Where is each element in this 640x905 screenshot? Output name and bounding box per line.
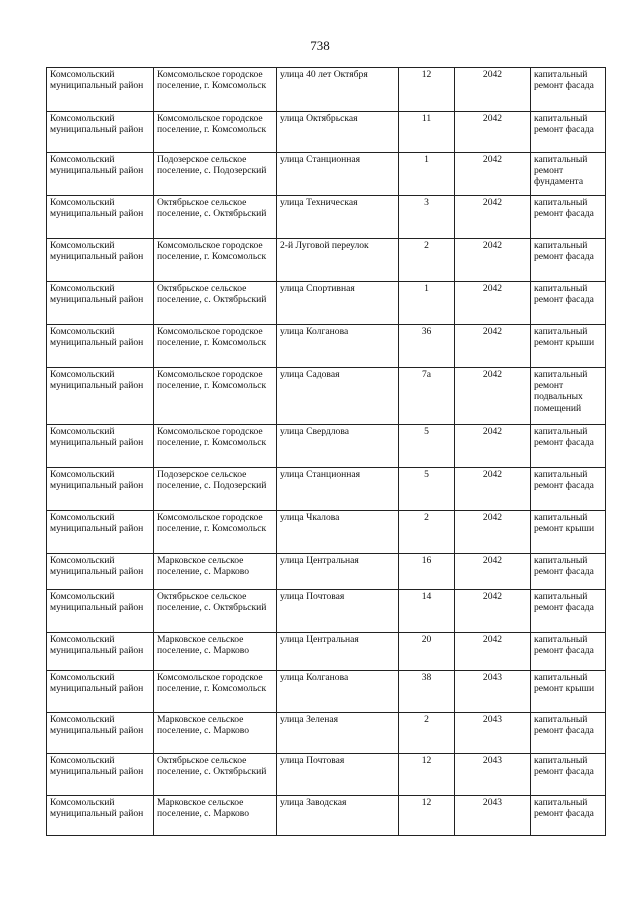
table-row bbox=[47, 425, 606, 468]
year-cell: 2042 bbox=[455, 325, 531, 368]
settlement-cell: Комсомольское городское поселение, г. Комсомольск bbox=[154, 239, 277, 282]
work-type-cell: капитальный ремонт подвальных помещений bbox=[531, 368, 606, 425]
table-row bbox=[47, 325, 606, 368]
house-number-cell: 12 bbox=[399, 796, 455, 836]
house-number-cell: 14 bbox=[399, 590, 455, 633]
table-row bbox=[47, 468, 606, 511]
district-cell: Комсомольский муниципальный район bbox=[47, 754, 154, 796]
house-number-cell: 1 bbox=[399, 282, 455, 325]
house-number-cell: 5 bbox=[399, 425, 455, 468]
page-number: 738 bbox=[310, 38, 330, 53]
year-cell: 2042 bbox=[455, 68, 531, 112]
table-row bbox=[47, 511, 606, 554]
table-row bbox=[47, 671, 606, 713]
district-cell: Комсомольский муниципальный район bbox=[47, 325, 154, 368]
table-row bbox=[47, 754, 606, 796]
street-cell: улица Техническая bbox=[277, 196, 399, 239]
settlement-cell: Комсомольское городское поселение, г. Комсомольск bbox=[154, 325, 277, 368]
street-cell: улица Зеленая bbox=[277, 713, 399, 754]
house-number-cell: 5 bbox=[399, 468, 455, 511]
street-cell: улица Чкалова bbox=[277, 511, 399, 554]
table-body bbox=[47, 68, 606, 836]
work-type-cell: капитальный ремонт крыши bbox=[531, 671, 606, 713]
street-cell: улица Центральная bbox=[277, 633, 399, 671]
table-row bbox=[47, 239, 606, 282]
house-number-cell: 36 bbox=[399, 325, 455, 368]
settlement-cell: Комсомольское городское поселение, г. Комсомольск bbox=[154, 511, 277, 554]
district-cell: Комсомольский муниципальный район bbox=[47, 153, 154, 196]
work-type-cell: капитальный ремонт фасада bbox=[531, 754, 606, 796]
street-cell: улица 40 лет Октября bbox=[277, 68, 399, 112]
district-cell: Комсомольский муниципальный район bbox=[47, 112, 154, 153]
district-cell: Комсомольский муниципальный район bbox=[47, 425, 154, 468]
table-row bbox=[47, 796, 606, 836]
district-cell: Комсомольский муниципальный район bbox=[47, 282, 154, 325]
house-number-cell: 7а bbox=[399, 368, 455, 425]
street-cell: 2-й Луговой переулок bbox=[277, 239, 399, 282]
settlement-cell: Комсомольское городское поселение, г. Комсомольск bbox=[154, 68, 277, 112]
work-type-cell: капитальный ремонт фасада bbox=[531, 68, 606, 112]
house-number-cell: 2 bbox=[399, 239, 455, 282]
district-cell: Комсомольский муниципальный район bbox=[47, 239, 154, 282]
district-cell: Комсомольский муниципальный район bbox=[47, 633, 154, 671]
settlement-cell: Марковское сельское поселение, с. Марково bbox=[154, 633, 277, 671]
year-cell: 2042 bbox=[455, 368, 531, 425]
year-cell: 2042 bbox=[455, 468, 531, 511]
settlement-cell: Комсомольское городское поселение, г. Комсомольск bbox=[154, 368, 277, 425]
street-cell: улица Центральная bbox=[277, 554, 399, 590]
year-cell: 2042 bbox=[455, 511, 531, 554]
year-cell: 2043 bbox=[455, 713, 531, 754]
district-cell: Комсомольский муниципальный район bbox=[47, 196, 154, 239]
table-row bbox=[47, 196, 606, 239]
settlement-cell: Марковское сельское поселение, с. Марково bbox=[154, 796, 277, 836]
district-cell: Комсомольский муниципальный район bbox=[47, 590, 154, 633]
settlement-cell: Комсомольское городское поселение, г. Комсомольск bbox=[154, 112, 277, 153]
work-type-cell: капитальный ремонт фасада bbox=[531, 196, 606, 239]
work-type-cell: капитальный ремонт фасада bbox=[531, 468, 606, 511]
table-row bbox=[47, 590, 606, 633]
street-cell: улица Станционная bbox=[277, 468, 399, 511]
table-row bbox=[47, 554, 606, 590]
settlement-cell: Подозерское сельское поселение, с. Подозерский bbox=[154, 468, 277, 511]
table-row bbox=[47, 153, 606, 196]
district-cell: Комсомольский муниципальный район bbox=[47, 796, 154, 836]
year-cell: 2043 bbox=[455, 796, 531, 836]
year-cell: 2042 bbox=[455, 590, 531, 633]
house-number-cell: 16 bbox=[399, 554, 455, 590]
settlement-cell: Подозерское сельское поселение, с. Подозерский bbox=[154, 153, 277, 196]
work-type-cell: капитальный ремонт крыши bbox=[531, 325, 606, 368]
district-cell: Комсомольский муниципальный район bbox=[47, 68, 154, 112]
year-cell: 2043 bbox=[455, 754, 531, 796]
work-type-cell: капитальный ремонт фасада bbox=[531, 633, 606, 671]
work-type-cell: капитальный ремонт крыши bbox=[531, 511, 606, 554]
work-type-cell: капитальный ремонт фасада bbox=[531, 425, 606, 468]
repair-schedule-table bbox=[46, 67, 606, 836]
street-cell: улица Колганова bbox=[277, 325, 399, 368]
year-cell: 2042 bbox=[455, 425, 531, 468]
year-cell: 2042 bbox=[455, 633, 531, 671]
year-cell: 2042 bbox=[455, 239, 531, 282]
house-number-cell: 12 bbox=[399, 68, 455, 112]
settlement-cell: Октябрьское сельское поселение, с. Октябрьский bbox=[154, 282, 277, 325]
house-number-cell: 1 bbox=[399, 153, 455, 196]
year-cell: 2042 bbox=[455, 554, 531, 590]
settlement-cell: Октябрьское сельское поселение, с. Октябрьский bbox=[154, 590, 277, 633]
house-number-cell: 11 bbox=[399, 112, 455, 153]
work-type-cell: капитальный ремонт фасада bbox=[531, 112, 606, 153]
house-number-cell: 2 bbox=[399, 511, 455, 554]
district-cell: Комсомольский муниципальный район bbox=[47, 671, 154, 713]
street-cell: улица Спортивная bbox=[277, 282, 399, 325]
year-cell: 2042 bbox=[455, 196, 531, 239]
year-cell: 2042 bbox=[455, 282, 531, 325]
work-type-cell: капитальный ремонт фасада bbox=[531, 239, 606, 282]
settlement-cell: Комсомольское городское поселение, г. Комсомольск bbox=[154, 425, 277, 468]
work-type-cell: капитальный ремонт фасада bbox=[531, 590, 606, 633]
house-number-cell: 3 bbox=[399, 196, 455, 239]
street-cell: улица Свердлова bbox=[277, 425, 399, 468]
street-cell: улица Почтовая bbox=[277, 590, 399, 633]
district-cell: Комсомольский муниципальный район bbox=[47, 468, 154, 511]
street-cell: улица Колганова bbox=[277, 671, 399, 713]
district-cell: Комсомольский муниципальный район bbox=[47, 554, 154, 590]
work-type-cell: капитальный ремонт фасада bbox=[531, 796, 606, 836]
street-cell: улица Октябрьская bbox=[277, 112, 399, 153]
district-cell: Комсомольский муниципальный район bbox=[47, 511, 154, 554]
street-cell: улица Заводская bbox=[277, 796, 399, 836]
table-row bbox=[47, 713, 606, 754]
settlement-cell: Октябрьское сельское поселение, с. Октябрьский bbox=[154, 196, 277, 239]
work-type-cell: капитальный ремонт фасада bbox=[531, 713, 606, 754]
settlement-cell: Марковское сельское поселение, с. Марково bbox=[154, 713, 277, 754]
house-number-cell: 12 bbox=[399, 754, 455, 796]
work-type-cell: капитальный ремонт фасада bbox=[531, 554, 606, 590]
street-cell: улица Почтовая bbox=[277, 754, 399, 796]
year-cell: 2043 bbox=[455, 671, 531, 713]
settlement-cell: Октябрьское сельское поселение, с. Октябрьский bbox=[154, 754, 277, 796]
table-row bbox=[47, 368, 606, 425]
year-cell: 2042 bbox=[455, 112, 531, 153]
house-number-cell: 20 bbox=[399, 633, 455, 671]
district-cell: Комсомольский муниципальный район bbox=[47, 713, 154, 754]
year-cell: 2042 bbox=[455, 153, 531, 196]
house-number-cell: 38 bbox=[399, 671, 455, 713]
table-row bbox=[47, 633, 606, 671]
street-cell: улица Садовая bbox=[277, 368, 399, 425]
table-row bbox=[47, 282, 606, 325]
street-cell: улица Станционная bbox=[277, 153, 399, 196]
district-cell: Комсомольский муниципальный район bbox=[47, 368, 154, 425]
table-row bbox=[47, 68, 606, 112]
table-row bbox=[47, 112, 606, 153]
work-type-cell: капитальный ремонт фундамента bbox=[531, 153, 606, 196]
work-type-cell: капитальный ремонт фасада bbox=[531, 282, 606, 325]
settlement-cell: Марковское сельское поселение, с. Марково bbox=[154, 554, 277, 590]
house-number-cell: 2 bbox=[399, 713, 455, 754]
settlement-cell: Комсомольское городское поселение, г. Комсомольск bbox=[154, 671, 277, 713]
